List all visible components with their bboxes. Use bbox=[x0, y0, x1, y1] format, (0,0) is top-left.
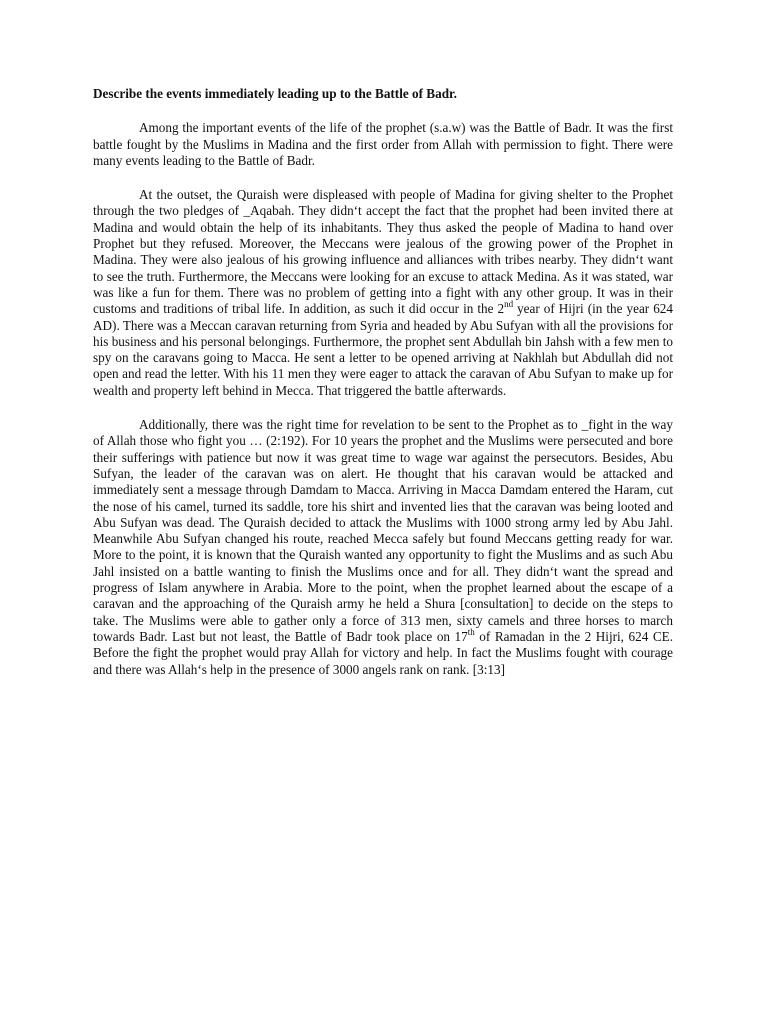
paragraph-events-text-b: of Ramadan in the 2 Hijri, 624 CE. Before the fight the prophet would pray Allah for victory and help. In fact the Muslims fought with courage and there was Allah‘s help in the presence of 3000 angels rank on rank. [3:13] bbox=[93, 628, 673, 677]
document-title: Describe the events immediately leading up to the Battle of Badr. bbox=[93, 86, 457, 101]
paragraph-intro-text: Among the important events of the life of the prophet (s.a.w) was the Battle of Badr. It was the first battle fought by the Muslims in Madina and the first order from Allah with permission to fight. There were many events leading to the Battle of Badr. bbox=[93, 120, 673, 168]
paragraph-causes-text-b: year of Hijri (in the year 624 AD). There was a Meccan caravan returning from Syria and headed by Abu Sufyan with all the provisions for his business and his personal belongings. Furthermore, the prophet sent Abdullah bin Jahsh with a few men to spy on the caravans going to Macca. He sent a letter to be opened arriving at Nakhlah but Abdullah did not open and read the letter. With his 11 men they were eager to attack the caravan of Abu Sufyan to make up for wealth and property left behind in Mecca. That triggered the battle afterwards. bbox=[93, 301, 673, 398]
paragraph-events bbox=[93, 417, 673, 678]
paragraph-causes-text-a: At the outset, the Quraish were displeased with people of Madina for giving shelter to the Prophet through the two pledges of _Aqabah. They didn‘t accept the fact that the prophet had been invited there at Madina and would obtain the help of its inhabitants. They thus asked the people of Madina to hand over Prophet but they refused. Moreover, the Meccans were jealous of the growing power of the Prophet in Madina. They were also jealous of his growing influence and alliances with tribes nearby. They didn‘t want to see the truth. Furthermore, the Meccans were looking for an excuse to attack Medina. As it was stated, war was like a fun for them. There was no problem of getting into a fight with any other group. It was in their customs and traditions of tribal life. In addition, as such it did occur in the 2 bbox=[93, 187, 673, 317]
ordinal-suffix-nd: nd bbox=[504, 299, 514, 310]
paragraph-intro bbox=[93, 120, 673, 169]
document-body bbox=[93, 86, 673, 696]
ordinal-suffix-th: th bbox=[467, 626, 475, 637]
paragraph-causes bbox=[93, 187, 673, 399]
paragraph-events-text-a: Additionally, there was the right time for revelation to be sent to the Prophet as to _fight in the way of Allah those who fight you … (2:192). For 10 years the prophet and the Muslims were persecuted and bore their sufferings with patience but now it was great time to wage war against the persecutors. Besides, Abu Sufyan, the leader of the caravan was on alert. He thought that his caravan would be attacked and immediately sent a message through Damdam to Macca. Arriving in Macca Damdam entered the Haram, cut the nose of his camel, turned its saddle, tore his shirt and invented lies that the caravan was being looted and Abu Sufyan was dead. The Quraish decided to attack the Muslims with 1000 strong army led by Abu Jahl. Meanwhile Abu Sufyan changed his route, reached Mecca safely but found Meccans getting ready for war. More to the point, it is known that the Quraish wanted any opportunity to fight the Muslims and as such Abu Jahl insisted on a battle wanting to finish the Muslims once and for all. They didn‘t want the spread and progress of Islam anywhere in Arabia. More to the point, when the prophet learned about the escape of a caravan and the approaching of the Quraish army he held a Shura [consultation] to decide on the steps to take. The Muslims were able to gather only a force of 313 men, sixty camels and three horses to march towards Badr. Last but not least, the Battle of Badr took place on 17 bbox=[93, 417, 673, 644]
